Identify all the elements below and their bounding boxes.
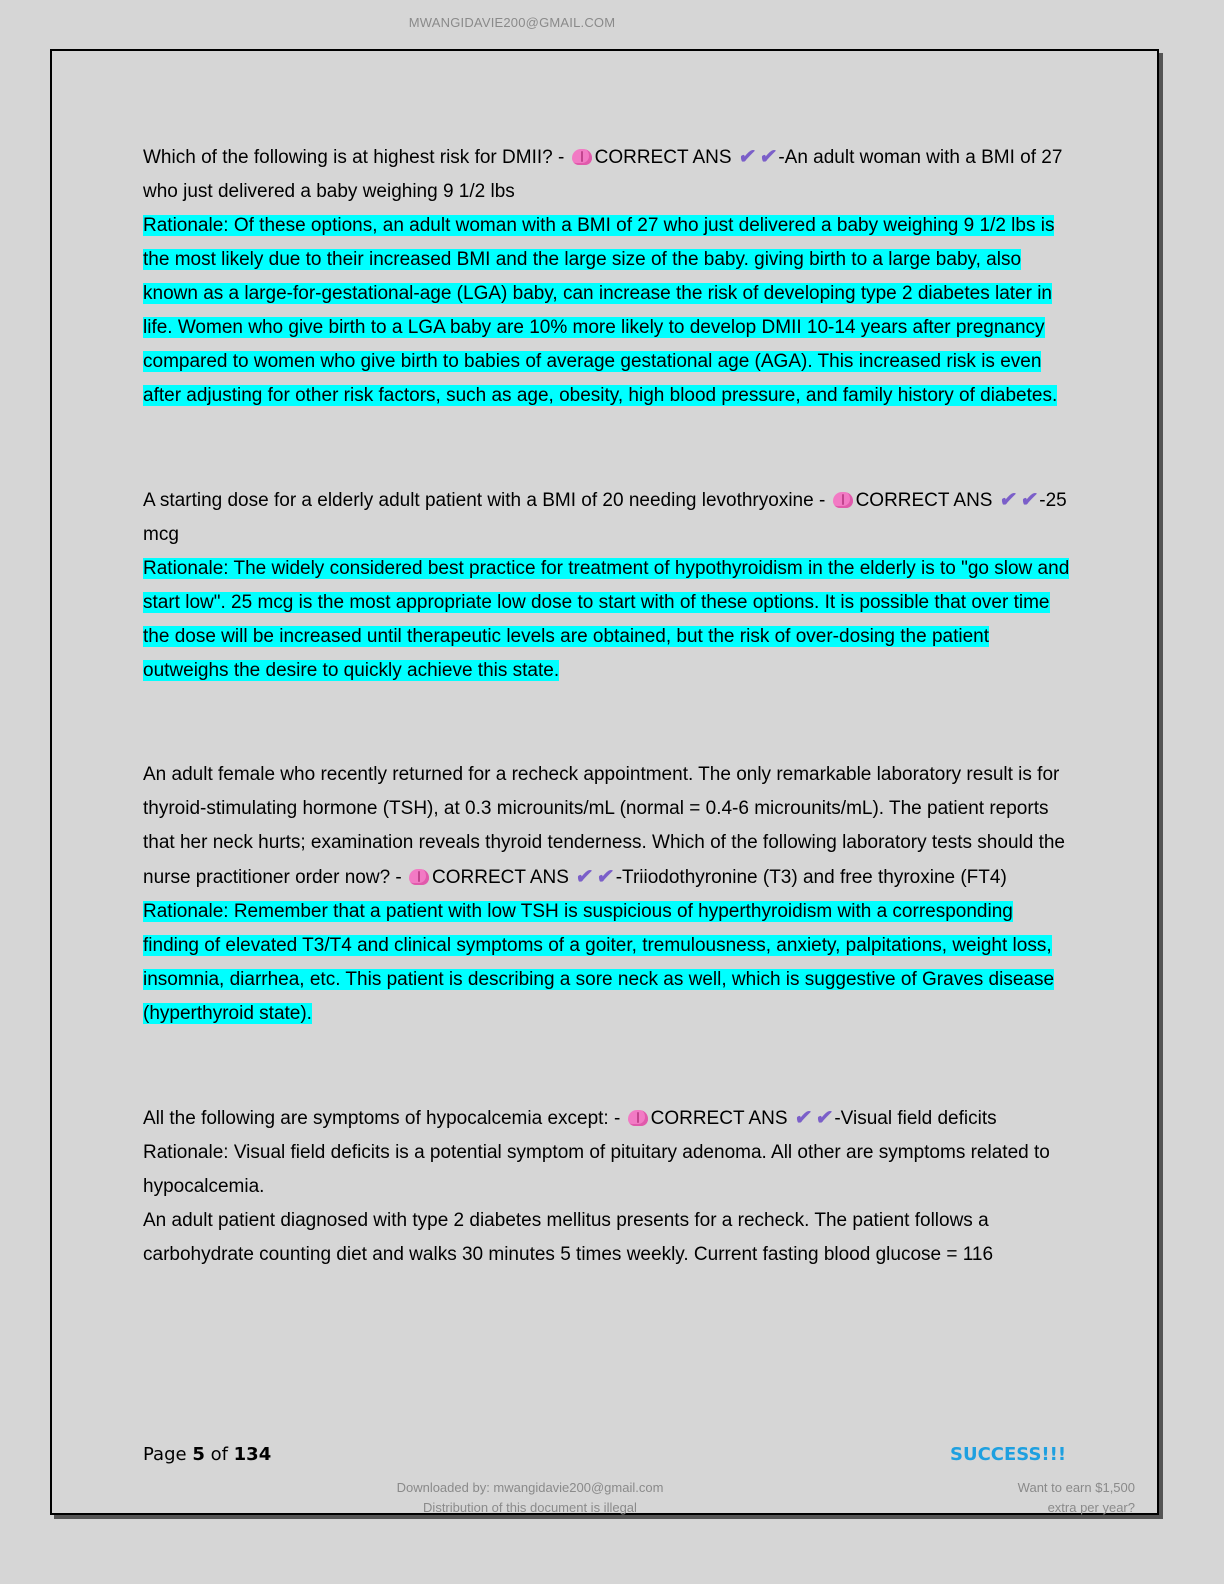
brain-icon — [572, 149, 592, 165]
answer-text: -An adult woman with a BMI of 27 who just delivered a baby weighing 9 1/2 lbs — [143, 147, 1063, 202]
correct-answer-marker: CORRECT ANS — [855, 490, 993, 511]
rationale-3 — [143, 895, 1073, 1031]
check-icon: ✔ — [737, 146, 758, 168]
check-icon: ✔ — [793, 1107, 814, 1129]
brain-icon — [628, 1110, 648, 1126]
check-icon: ✔ — [595, 866, 616, 888]
question-3 — [143, 758, 1073, 895]
answer-text: -Triiodothyronine (T3) and free thyroxine (FT4) — [615, 867, 1007, 888]
correct-answer-marker: CORRECT ANS — [432, 867, 569, 888]
page-total: 134 — [233, 1444, 272, 1465]
brain-icon — [833, 492, 853, 508]
page-number: Page 5 of 134 — [143, 1444, 272, 1465]
question-text: All the following are symptoms of hypocalcemia except: - — [143, 1108, 626, 1129]
brain-icon — [409, 869, 429, 885]
rationale-4: Rationale: Visual field deficits is a potential symptom of pituitary adenoma. All other are symptoms related to hypocalcemia. — [143, 1142, 1050, 1197]
answer-text: -Visual field deficits — [834, 1108, 997, 1129]
question-text: An adult female who recently returned for a recheck appointment. The only remarkable laboratory result is for thyroid-stimulating hormone (TSH), at 0.3 microunits/mL (normal = 0.4-6 microunits/mL). The patient reports that her neck hurts; examination reveals thyroid tenderness. Which of the following laboratory tests should the nurse practitioner order now? - — [143, 764, 1065, 888]
trailing-question: An adult patient diagnosed with type 2 diabetes mellitus presents for a recheck. The patient follows a carbohydrate counting diet and walks 30 minutes 5 times weekly. Current fasting blood glucose = 116 — [143, 1210, 994, 1265]
earn-promo[interactable]: Want to earn $1,500 extra per year? — [1017, 1480, 1135, 1515]
rationale-text: Rationale: Remember that a patient with low TSH is suspicious of hyperthyroidism with a corresponding finding of elevated T3/T4 and clinical symptoms of a goiter, tremulousness, anxiety, palpitations, weight loss, insomnia, diarrhea, etc. This patient is describing a sore neck as well, which is suggestive of Graves disease (hyperthyroid state). — [143, 901, 1055, 1024]
page-current: 5 — [192, 1444, 205, 1465]
question-1 — [143, 140, 1073, 209]
question-2 — [143, 483, 1073, 552]
rationale-2 — [143, 552, 1073, 688]
header-email: MWANGIDAVIE200@GMAIL.COM — [408, 15, 616, 30]
download-notice — [360, 1478, 700, 1518]
check-icon: ✔ — [574, 866, 595, 888]
question-text: A starting dose for a elderly adult patient with a BMI of 20 needing levothryoxine - — [143, 490, 831, 511]
rationale-1 — [143, 209, 1073, 413]
check-icon: ✔ — [814, 1107, 834, 1129]
question-text: Which of the following is at highest risk for DMII? - — [143, 147, 570, 168]
check-icon: ✔ — [1018, 489, 1039, 511]
answer-text: -25 mcg — [143, 490, 1067, 545]
check-icon: ✔ — [998, 489, 1019, 511]
rationale-text: Rationale: The widely considered best practice for treatment of hypothyroidism in the elderly is to "go slow and start low". 25 mcg is the most appropriate low dose to start with of these options. It is possible that over time the dose will be increased until therapeutic levels are obtained, but the risk of over-dosing the patient outweighs the desire to quickly achieve this state. — [143, 558, 1070, 681]
question-4 — [143, 1101, 1073, 1136]
correct-answer-marker: CORRECT ANS — [650, 1108, 788, 1129]
correct-answer-marker: CORRECT ANS — [594, 147, 732, 168]
document-content — [143, 140, 1073, 1272]
downloaded-by: Downloaded by: mwangidavie200@gmail.com — [396, 1480, 664, 1495]
success-label: SUCCESS!!! — [950, 1444, 1067, 1465]
distribution-notice: Distribution of this document is illegal — [423, 1500, 637, 1515]
rationale-text: Rationale: Of these options, an adult woman with a BMI of 27 who just delivered a baby weighing 9 1/2 lbs is the most likely due to their increased BMI and the large size of the baby. giving birth to a large baby, also known as a large-for-gestational-age (LGA) baby, can increase the risk of developing type 2 diabetes later in life. Women who give birth to a LGA baby are 10% more likely to develop DMII 10-14 years after pregnancy compared to women who give birth to babies of average gestational age (AGA). This increased risk is even after adjusting for other risk factors, such as age, obesity, high blood pressure, and family history of diabetes. — [143, 215, 1058, 406]
check-icon: ✔ — [758, 146, 778, 168]
